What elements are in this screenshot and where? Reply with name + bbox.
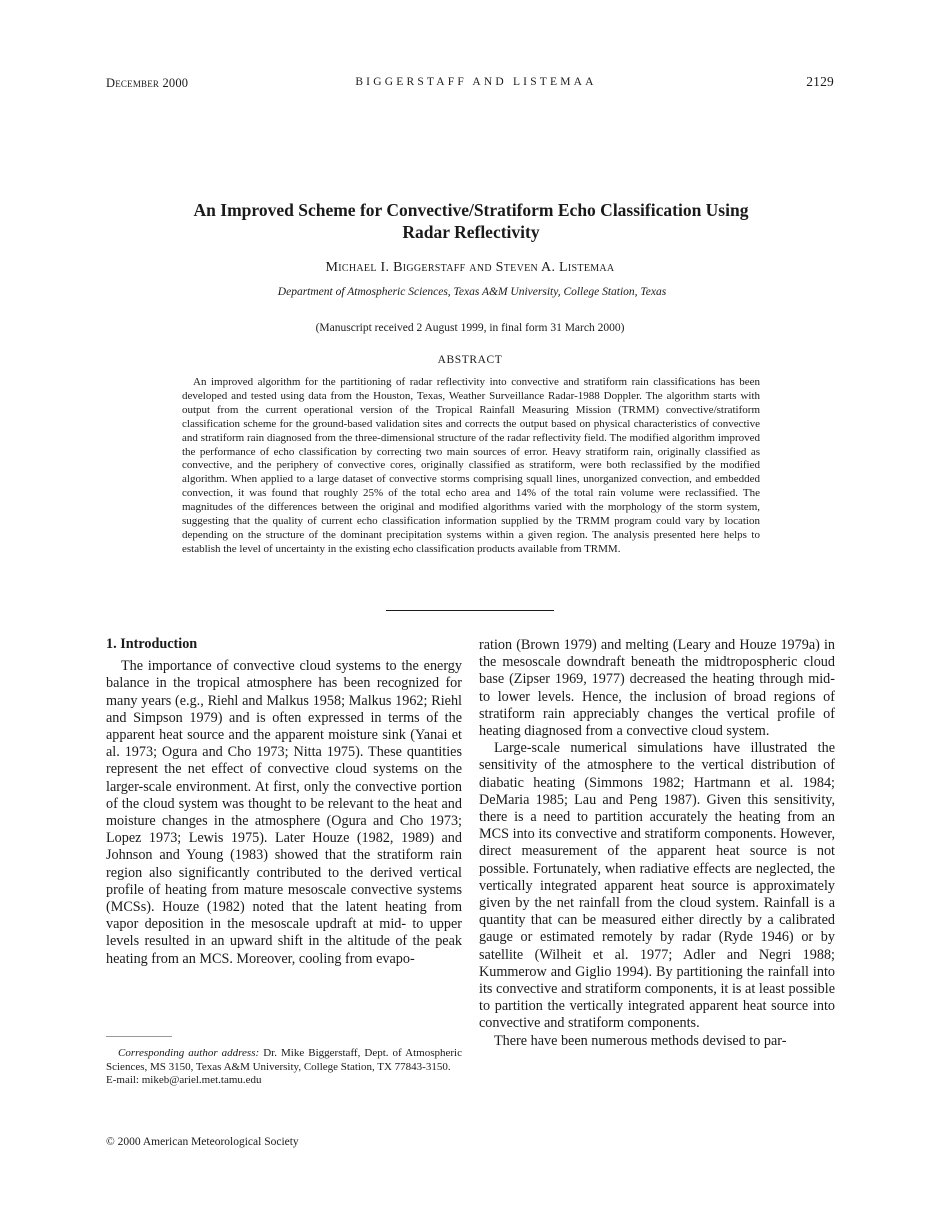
section-heading-introduction: 1. Introduction <box>106 636 198 652</box>
page-number: 2129 <box>806 74 834 89</box>
affiliation: Department of Atmospheric Sciences, Texas A&M University, College Station, Texas <box>277 286 667 298</box>
body-paragraph: The importance of convective cloud systems to the energy balance in the tropical atmosphere has been recognized for many years (e.g., Riehl and Malkus 1958; Malkus 1962; Riehl and Simpson 1979) and is often expressed in terms of the apparent heat source and the apparent moisture sink (Yanai et al. 1973; Ogura and Cho 1973; Nitta 1975). These quantities represent the net effect of convective cloud systems on the larger-scale environment. At first, only the convective portion of the cloud system was thought to be relevant to the heat and moisture changes in the atmosphere (Ogura and Cho 1973; Lopez 1973; Lewis 1975). Later Houze (1982, 1989) and Johnson and Young (1983) showed that the stratiform rain region also significantly contributed to the derived vertical profile of heating from mature mesoscale convective systems (MCSs). Houze (1982) noted that the latent heating from vapor deposition in the mesoscale updraft at mid- to upper levels resulted in an upward shift in the altitude of the peak heating from an MCS. Moreover, cooling from evapo- <box>106 658 462 967</box>
footnote-address <box>106 1047 462 1074</box>
footnote-address-text: Dr. Mike Biggerstaff, Dept. of Atmospheric Sciences, MS 3150, Texas A&M University, College Station, TX 77843-3150. <box>106 1047 462 1073</box>
copyright-notice: © 2000 American Meteorological Society <box>106 1136 299 1148</box>
footnote-divider <box>106 1036 172 1037</box>
section-divider <box>386 610 554 611</box>
right-column <box>479 637 835 1050</box>
manuscript-dates: (Manuscript received 2 August 1999, in final form 31 March 2000) <box>315 322 625 334</box>
running-header-date: December 2000 <box>106 76 189 90</box>
footnote-email: E-mail: mikeb@ariel.met.tamu.edu <box>106 1074 262 1087</box>
author-list: Michael I. Biggerstaff and Steven A. Listemaa <box>325 260 615 275</box>
body-paragraph-continued: ration (Brown 1979) and melting (Leary and Houze 1979a) in the mesoscale downdraft beneath the midtropospheric cloud base (Zipser 1969, 1977) decreased the heating through mid- to lower levels. Hence, the inclusion of broad regions of stratiform rain appreciably changes the vertical profile of heating diagnosed from a convective cloud system. <box>479 637 835 740</box>
article-title <box>120 199 822 243</box>
corresponding-author-footnote <box>106 1047 462 1088</box>
body-paragraph: Large-scale numerical simulations have illustrated the sensitivity of the atmosphere to the vertical distribution of diabatic heating (Simmons 1982; Hartmann et al. 1984; DeMaria 1985; Lau and Peng 1987). Given this sensitivity, there is a need to partition accurately the heating from an MCS into its convective and stratiform components. However, direct measurement of the apparent heat source is not possible. Fortunately, when radiative effects are neglected, the vertically integrated apparent heat source is approximately given by the net rainfall from the cloud system. Rainfall is a quantity that can be measured either directly by a calibrated gauge or estimated remotely by radar (Ryde 1946) or by satellite (Wilheit et al. 1977; Adler and Negri 1988; Kummerow and Giglio 1994). By partitioning the rainfall into its convective and stratiform components, it is at least possible to partition the vertically integrated apparent heat source into convective and stratiform components. <box>479 740 835 1032</box>
article-title-line2: Radar Reflectivity <box>402 222 540 242</box>
abstract-text: An improved algorithm for the partitioning of radar reflectivity into convective and stratiform rain classifications has been developed and tested using data from the Houston, Texas, Weather Surveillance Radar-1988 Doppler. The algorithm starts with output from the current operational version of the Tropical Rainfall Measuring Mission (TRMM) convective/stratiform classification scheme for the ground-based validation sites and corrects the output based on physical characteristics of convective and stratiform rain diagnosed from the three-dimensional structure of the radar reflectivity field. The modified algorithm improved the performance of echo classification by correcting two main sources of error. Heavy stratiform rain, originally classified as convective, and the periphery of convective cores, originally classified as stratiform, were both reclassified by the modified algorithm. When applied to a large dataset of convective storms comprising squall lines, unorganized convection, and embedded convection, it was found that roughly 25% of the total echo area and 14% of the total rain volume were reclassified. The magnitudes of the differences between the original and modified algorithms varied with the morphology of the storm system, suggesting that the quality of current echo classification information supplied by the TRMM program could vary by location depending on the structure of the dominant precipitation systems within a given region. The analysis presented here helps to establish the level of uncertainty in the existing echo classification products available from TRMM. <box>182 376 760 555</box>
body-paragraph: There have been numerous methods devised to par- <box>494 1032 787 1049</box>
running-header-authors: BIGGERSTAFF AND LISTEMAA <box>355 76 597 88</box>
left-column <box>106 636 462 968</box>
abstract-heading: ABSTRACT <box>437 354 503 366</box>
footnote-label: Corresponding author address: <box>118 1047 260 1059</box>
article-title-line1: An Improved Scheme for Convective/Stratiform Echo Classification Using <box>193 200 749 220</box>
